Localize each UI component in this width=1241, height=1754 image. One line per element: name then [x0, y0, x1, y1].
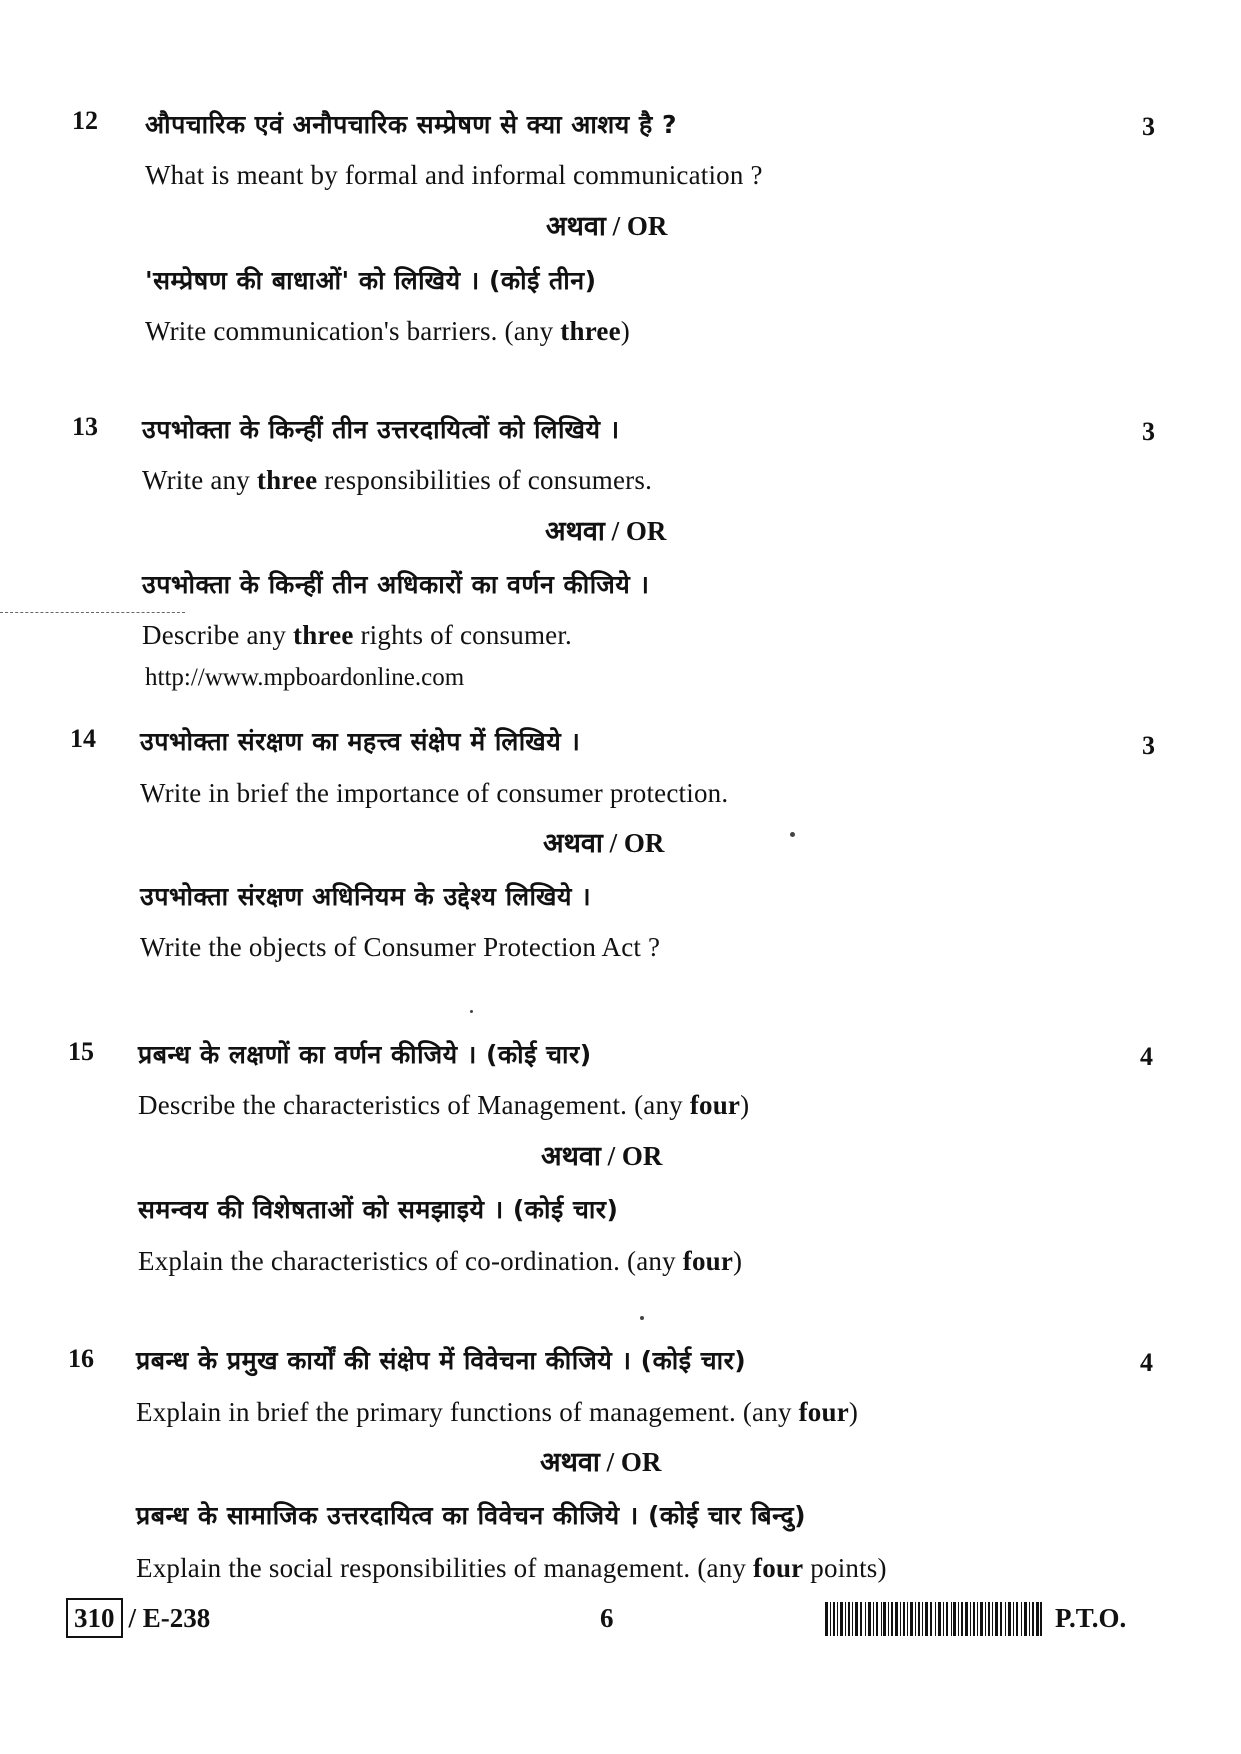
question-marks: 3 — [1142, 112, 1155, 141]
question-marks: 3 — [1142, 731, 1155, 760]
paper-code-box: 310 — [66, 1598, 123, 1638]
pto-label: P.T.O. — [1055, 1603, 1127, 1633]
question-text-hindi: औपचारिक एवं अनौपचारिक सम्प्रेषण से क्या आशय है ? — [145, 110, 677, 139]
source-url: http://www.mpboardonline.com — [145, 664, 465, 691]
question-marks: 4 — [1140, 1348, 1153, 1377]
alternative-text-hindi: समन्वय की विशेषताओं को समझाइये । (कोई चार) — [138, 1195, 619, 1224]
alternative-text-english: Write the objects of Consumer Protection Act ? — [140, 932, 661, 962]
question-number: 12 — [72, 106, 98, 135]
question-number: 15 — [68, 1037, 94, 1066]
series-code: / E-238 — [128, 1603, 211, 1633]
question-number: 14 — [70, 724, 96, 753]
question-number: 16 — [68, 1344, 94, 1373]
scan-speck — [640, 1316, 644, 1320]
paper-code-footer — [66, 1598, 210, 1638]
question-text-hindi: प्रबन्ध के लक्षणों का वर्णन कीजिये । (कोई चार) — [138, 1040, 592, 1069]
question-text-english: Explain in brief the primary functions of management. (any four) — [136, 1397, 859, 1427]
alternative-text-english: Explain the social responsibilities of management. (any four points) — [136, 1553, 887, 1583]
question-number: 13 — [72, 412, 98, 441]
question-text-english: Describe the characteristics of Management. (any four) — [138, 1090, 750, 1120]
barcode-icon — [825, 1602, 1042, 1636]
alternative-text-hindi: उपभोक्ता संरक्षण अधिनियम के उद्देश्य लिखिये । — [140, 882, 592, 911]
question-marks: 4 — [1140, 1042, 1153, 1071]
question-text-english: What is meant by formal and informal communication ? — [145, 160, 763, 190]
question-text-english: Write in brief the importance of consumer protection. — [140, 778, 729, 808]
or-separator: अथवा / OR — [543, 828, 665, 858]
scan-speck — [790, 832, 795, 837]
question-text-hindi: उपभोक्ता संरक्षण का महत्त्व संक्षेप में लिखिये । — [140, 727, 581, 756]
scan-speck — [470, 1010, 473, 1013]
alternative-text-english: Describe any three rights of consumer. — [142, 620, 573, 650]
page-number: 6 — [600, 1603, 614, 1633]
question-text-english: Write any three responsibilities of consumers. — [142, 465, 653, 495]
question-text-hindi: प्रबन्ध के प्रमुख कार्यों की संक्षेप में विवेचना कीजिये । (कोई चार) — [136, 1346, 747, 1375]
alternative-text-hindi: प्रबन्ध के सामाजिक उत्तरदायित्व का विवेचन कीजिये । (कोई चार बिन्दु) — [136, 1501, 807, 1530]
or-separator: अथवा / OR — [546, 211, 668, 241]
alternative-text-hindi: 'सम्प्रेषण की बाधाओं' को लिखिये । (कोई तीन) — [145, 266, 597, 295]
alternative-text-english: Explain the characteristics of co-ordination. (any four) — [138, 1246, 743, 1276]
or-separator: अथवा / OR — [541, 1141, 663, 1171]
or-separator: अथवा / OR — [545, 516, 667, 546]
scan-line-mark — [0, 612, 185, 613]
question-text-hindi: उपभोक्ता के किन्हीं तीन उत्तरदायित्वों को लिखिये । — [142, 415, 620, 444]
or-separator: अथवा / OR — [540, 1447, 662, 1477]
alternative-text-english: Write communication's barriers. (any three) — [145, 316, 630, 346]
question-marks: 3 — [1142, 417, 1155, 446]
alternative-text-hindi: उपभोक्ता के किन्हीं तीन अधिकारों का वर्णन कीजिये । — [142, 570, 650, 599]
